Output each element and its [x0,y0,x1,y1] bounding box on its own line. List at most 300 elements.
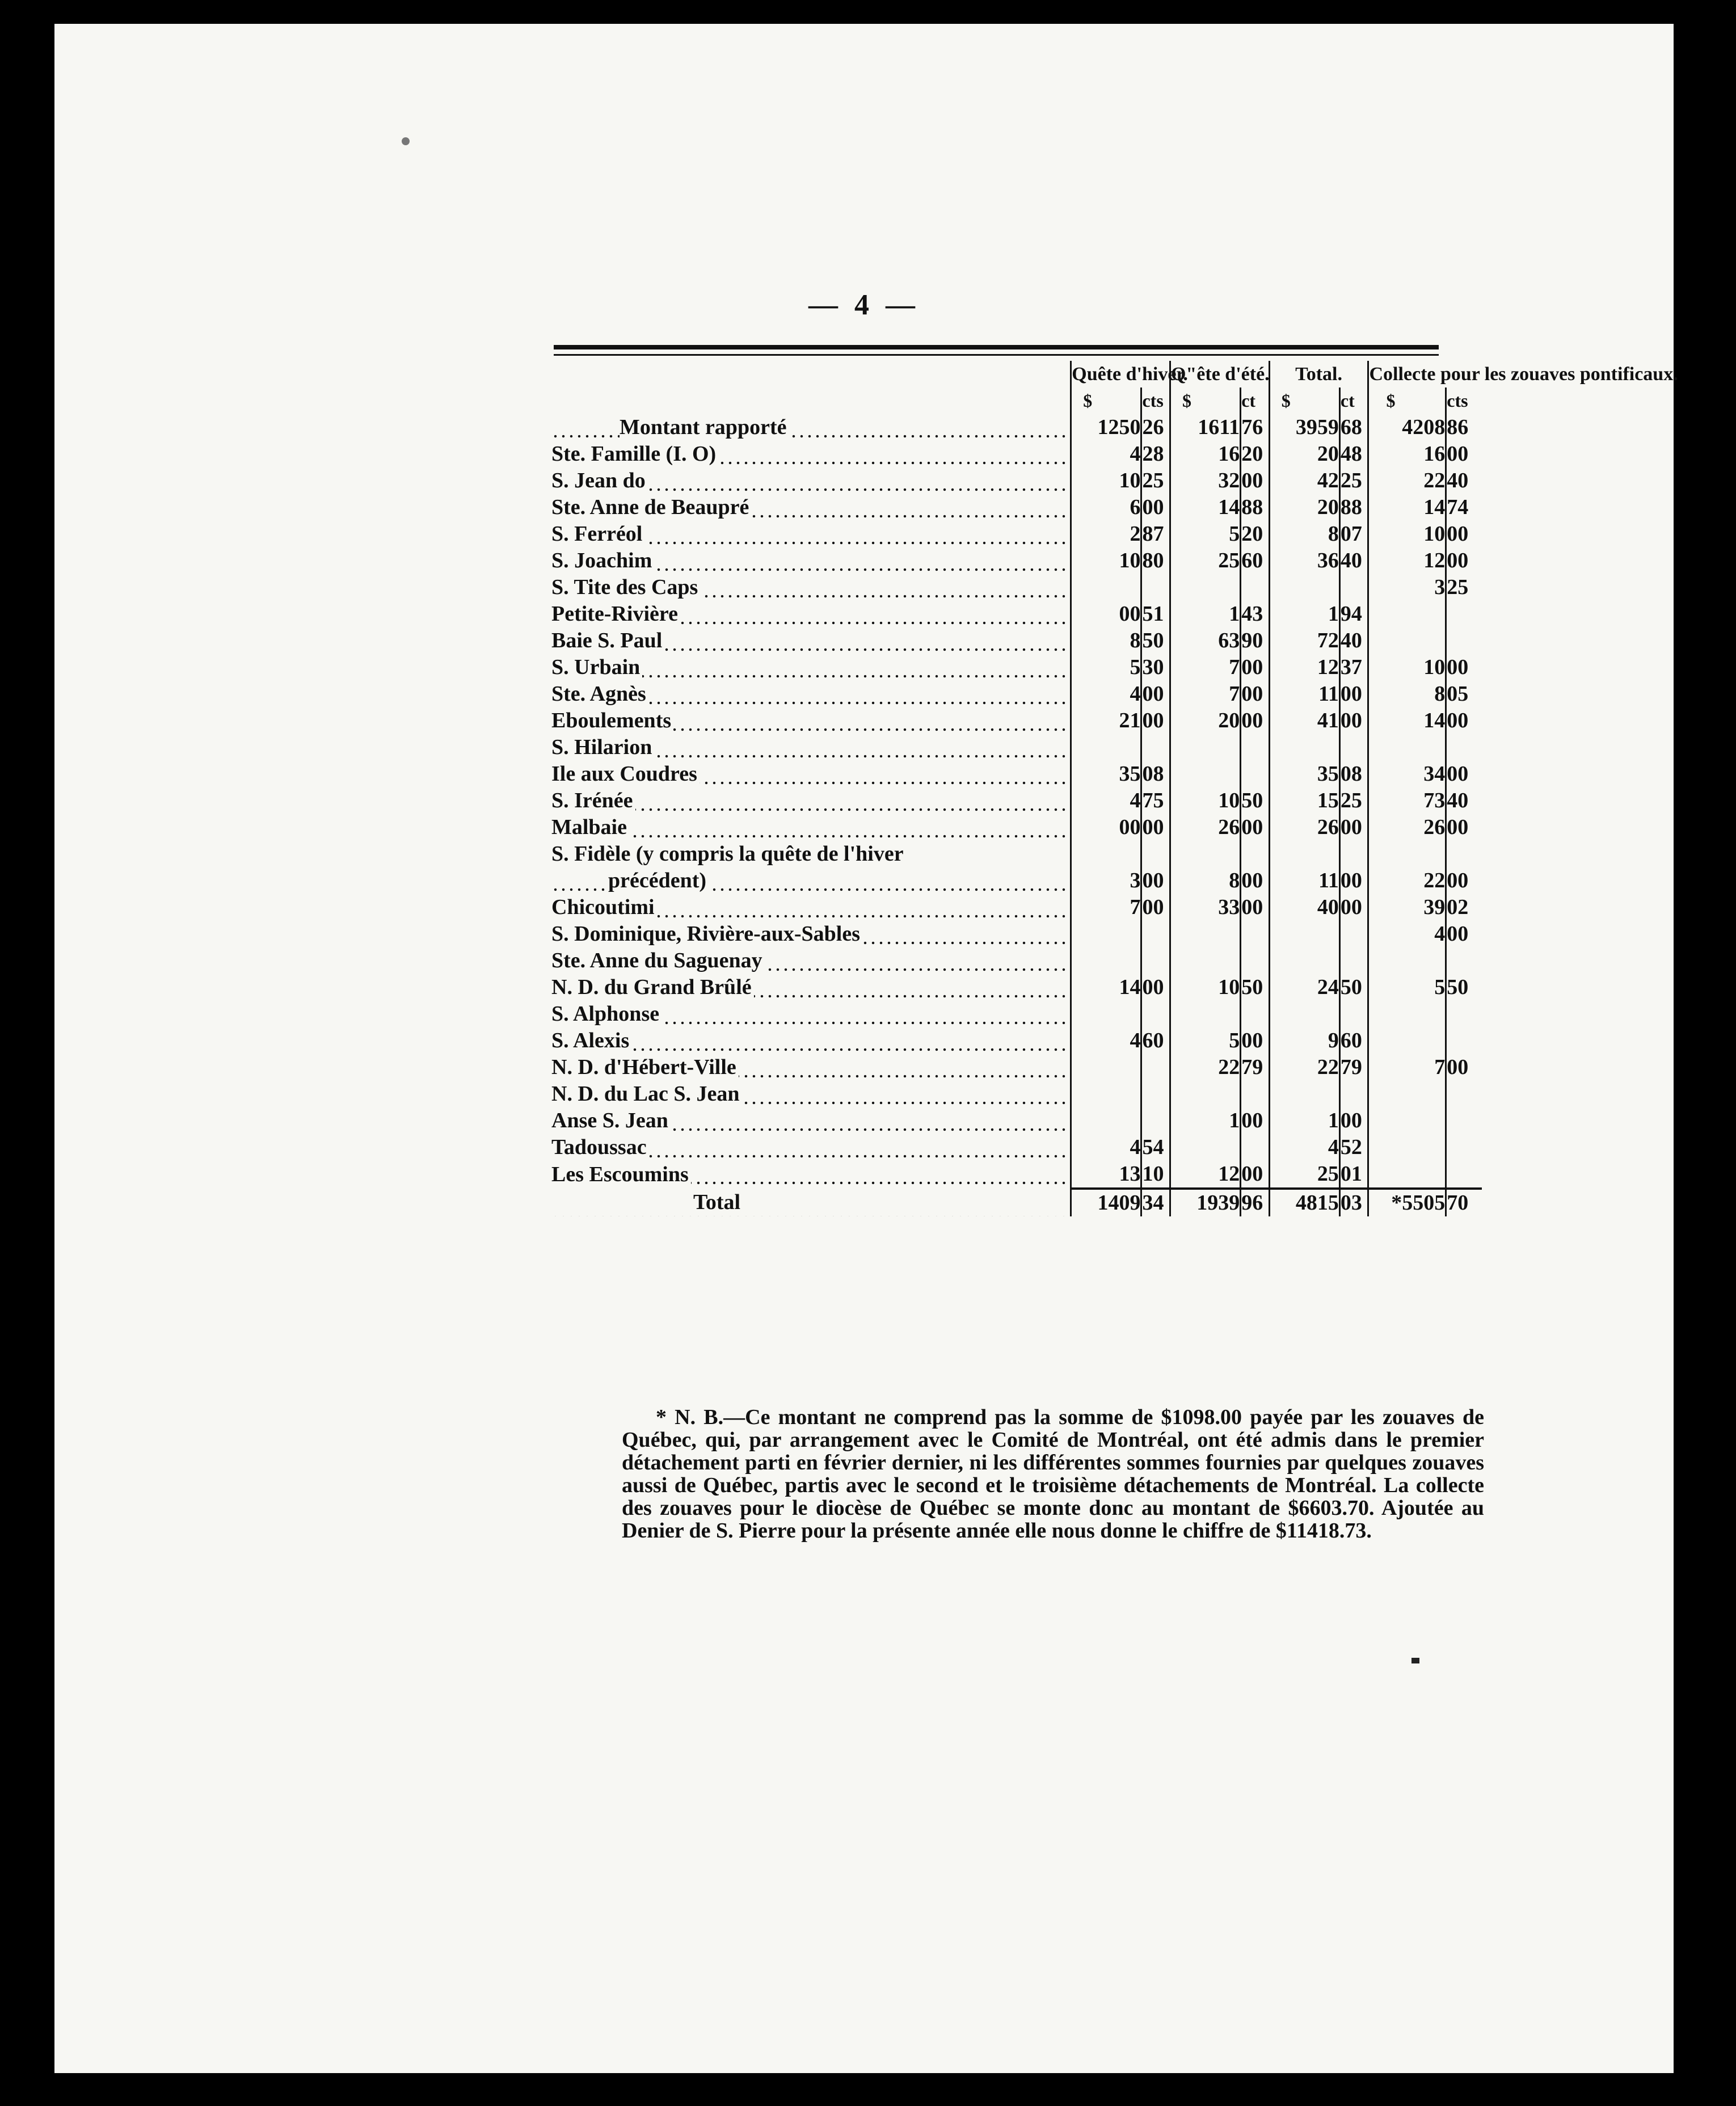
winter-dollars: 14 [1071,974,1141,1001]
table-row [551,547,1482,574]
summer-dollars: 5 [1170,521,1240,547]
total-cents [1339,574,1368,601]
summer-dollars [1170,1001,1240,1027]
total-dollars: 1 [1269,601,1339,627]
table-row [551,414,1482,441]
zouaves-dollars: 34 [1368,761,1446,787]
document-page [54,24,1678,2073]
winter-cents: 00 [1141,681,1170,707]
total-row [551,1189,1482,1216]
top-rule-thin [554,354,1439,356]
total-cents: 25 [1339,787,1368,814]
total-dollars: 42 [1269,467,1339,494]
zouaves-dollars: 4208 [1368,414,1446,441]
total-cents: 60 [1339,1027,1368,1054]
summer-dollars: 1 [1170,1107,1240,1134]
winter-cents [1141,1081,1170,1107]
parish-name: S. Irénée [551,787,1071,814]
parish-name: Malbaie [551,814,1071,841]
table-row [551,761,1482,787]
total-dollars: 41 [1269,707,1339,734]
winter-dollars: 10 [1071,547,1141,574]
summer-dollars: 7 [1170,681,1240,707]
winter-dollars [1071,574,1141,601]
zouaves-dollars: 10 [1368,521,1446,547]
parish-name: S. Joachim [551,547,1071,574]
winter-dollars: 4 [1071,1134,1141,1161]
summer-dollars [1170,841,1240,867]
summer-cents: 00 [1241,681,1270,707]
winter-dollars [1071,1081,1141,1107]
winter-cents: 10 [1141,1161,1170,1189]
zouaves-dollars: 4 [1368,921,1446,947]
zouaves-cents: 00 [1446,814,1482,841]
summer-dollars: 8 [1170,867,1240,894]
parish-name: S. Jean do [551,467,1071,494]
summer-dollars: 16 [1170,441,1240,467]
parish-name: N. D. du Grand Brûlé [551,974,1071,1001]
summer-dollars [1170,921,1240,947]
table-body [551,414,1482,1189]
zouaves-dollars: 22 [1368,867,1446,894]
total-dollars: 4 [1269,1134,1339,1161]
winter-cents: 54 [1141,1134,1170,1161]
winter-cents: 60 [1141,1027,1170,1054]
winter-dollars: 00 [1071,814,1141,841]
summer-cents: 20 [1241,441,1270,467]
summer-cents: 79 [1241,1054,1270,1081]
summer-cents: 76 [1241,414,1270,441]
unit-cents: cts [1141,387,1170,414]
summer-cents [1241,1001,1270,1027]
zouaves-cents: 40 [1446,787,1482,814]
zouaves-cents: 00 [1446,1054,1482,1081]
summer-cents: 00 [1241,1027,1270,1054]
table-row [551,441,1482,467]
zouaves-dollars: 16 [1368,441,1446,467]
total-cents: 52 [1339,1134,1368,1161]
winter-dollars [1071,947,1141,974]
unit-cents: cts [1446,387,1482,414]
total-dollars [1269,734,1339,761]
parish-name: Anse S. Jean [551,1107,1071,1134]
zouaves-cents: 25 [1446,574,1482,601]
zouaves-dollars: 22 [1368,467,1446,494]
winter-dollars [1071,734,1141,761]
zouaves-cents: 00 [1446,654,1482,681]
winter-cents: 26 [1141,414,1170,441]
summer-dollars: 32 [1170,467,1240,494]
summer-cents: 50 [1241,974,1270,1001]
winter-dollars: 8 [1071,627,1141,654]
parish-name: Eboulements [551,707,1071,734]
summer-cents [1241,947,1270,974]
zouaves-cents: 02 [1446,894,1482,921]
winter-dollars [1071,841,1141,867]
total-cents [1339,734,1368,761]
summer-dollars: 25 [1170,547,1240,574]
parish-name: S. Dominique, Rivière-aux-Sables [551,921,1071,947]
winter-cents [1141,1107,1170,1134]
total-cents: 50 [1339,974,1368,1001]
zouaves-cents: 86 [1446,414,1482,441]
total-cents: 37 [1339,654,1368,681]
winter-cents: 25 [1141,467,1170,494]
total-dollars: 3959 [1269,414,1339,441]
summer-dollars [1170,574,1240,601]
total-dollars [1269,841,1339,867]
total-dollars: 15 [1269,787,1339,814]
zouaves-cents: 74 [1446,494,1482,521]
total-cents: 40 [1339,547,1368,574]
parish-name: S. Fidèle (y compris la quête de l'hiver [551,841,1071,867]
table-row [551,1001,1482,1027]
winter-cents: 00 [1141,867,1170,894]
summer-dollars: 10 [1170,787,1240,814]
zouaves-cents [1446,1081,1482,1107]
total-total-cents: 03 [1339,1189,1368,1216]
total-dollars: 22 [1269,1054,1339,1081]
table-row [551,654,1482,681]
total-cents: 08 [1339,761,1368,787]
summer-dollars [1170,1081,1240,1107]
winter-cents: 00 [1141,894,1170,921]
table-row [551,841,1482,867]
unit-cents: ct [1241,387,1270,414]
winter-cents: 08 [1141,761,1170,787]
winter-cents: 75 [1141,787,1170,814]
unit-cents: ct [1339,387,1368,414]
parish-name: Ste. Famille (I. O) [551,441,1071,467]
table-row [551,974,1482,1001]
summer-cents: 50 [1241,787,1270,814]
winter-cents: 00 [1141,707,1170,734]
total-cents: 25 [1339,467,1368,494]
header-zouaves: Collecte pour les zouaves pontificaux. [1368,361,1482,387]
total-dollars: 11 [1269,867,1339,894]
zouaves-cents [1446,841,1482,867]
summer-dollars [1170,1134,1240,1161]
total-cents: 48 [1339,441,1368,467]
summer-cents: 00 [1241,867,1270,894]
parish-name: N. D. d'Hébert-Ville [551,1054,1071,1081]
summer-cents: 90 [1241,627,1270,654]
summer-dollars: 22 [1170,1054,1240,1081]
winter-dollars: 13 [1071,1161,1141,1189]
parish-name: S. Hilarion [551,734,1071,761]
parish-name: Les Escoumins [551,1161,1071,1189]
total-cents: 94 [1339,601,1368,627]
total-cents: 88 [1339,494,1368,521]
summer-dollars [1170,734,1240,761]
total-cents: 00 [1339,707,1368,734]
parish-name: Ste. Agnès [551,681,1071,707]
total-dollars: 25 [1269,1161,1339,1189]
collection-table [551,361,1678,1216]
zouaves-dollars [1368,1134,1446,1161]
zouaves-cents: 00 [1446,867,1482,894]
zouaves-cents: 00 [1446,921,1482,947]
unit-dollar: $ [1368,387,1446,414]
summer-cents: 60 [1241,547,1270,574]
header-summer: Q"ête d'été. [1170,361,1269,387]
total-cents [1339,841,1368,867]
total-dollars: 11 [1269,681,1339,707]
summer-cents: 88 [1241,494,1270,521]
table-row [551,947,1482,974]
zouaves-dollars: 12 [1368,547,1446,574]
total-cents: 00 [1339,894,1368,921]
table-row [551,467,1482,494]
summer-cents [1241,574,1270,601]
summer-dollars: 12 [1170,1161,1240,1189]
zouaves-dollars [1368,1161,1446,1189]
parish-name: Tadoussac [551,1134,1071,1161]
zouaves-dollars [1368,841,1446,867]
total-cents [1339,1001,1368,1027]
page-number: — 4 — [808,289,920,321]
zouaves-dollars: 3 [1368,574,1446,601]
total-dollars: 12 [1269,654,1339,681]
total-cents: 00 [1339,1107,1368,1134]
zouaves-cents: 00 [1446,441,1482,467]
table-row [551,1027,1482,1054]
summer-dollars: 14 [1170,494,1240,521]
winter-dollars: 5 [1071,654,1141,681]
summer-cents: 20 [1241,521,1270,547]
ink-speck [1411,1658,1419,1663]
unit-spacer [551,387,1071,414]
table-row [551,521,1482,547]
zouaves-cents [1446,1107,1482,1134]
zouaves-dollars: 7 [1368,1054,1446,1081]
total-cents: 07 [1339,521,1368,547]
total-zouaves-cents: 70 [1446,1189,1482,1216]
zouaves-dollars [1368,1081,1446,1107]
zouaves-cents: 00 [1446,761,1482,787]
total-zouaves-dollars: *5505 [1368,1189,1446,1216]
winter-cents [1141,947,1170,974]
total-dollars: 9 [1269,1027,1339,1054]
total-dollars: 35 [1269,761,1339,787]
zouaves-cents [1446,947,1482,974]
total-dollars: 8 [1269,521,1339,547]
zouaves-dollars: 26 [1368,814,1446,841]
footnote-text: * N. B.—Ce montant ne comprend pas la somme de $1098.00 payée par les zouaves de Québec, qui, par arrangement avec le Comité de Montréal, ont été admis dans le premier détachement parti en février dernier, ni les différentes sommes fournies par quelques zouaves aussi de Québec, partis avec le second et le troisième détachements de Montréal. La collecte des zouaves pour le diocèse de Québec se monte donc au montant de $6603.70. Ajoutée au Denier de S. Pierre pour la présente année elle nous donne le chiffre de $11418.73. [622,1405,1484,1543]
summer-dollars: 1611 [1170,414,1240,441]
zouaves-dollars: 14 [1368,494,1446,521]
zouaves-cents [1446,601,1482,627]
winter-cents: 00 [1141,814,1170,841]
summer-dollars: 10 [1170,974,1240,1001]
summer-cents: 00 [1241,467,1270,494]
parish-name: S. Alexis [551,1027,1071,1054]
total-dollars: 1 [1269,1107,1339,1134]
winter-cents: 87 [1141,521,1170,547]
winter-cents [1141,921,1170,947]
winter-cents: 51 [1141,601,1170,627]
winter-dollars: 2 [1071,521,1141,547]
winter-dollars: 6 [1071,494,1141,521]
table-row [551,601,1482,627]
winter-cents: 30 [1141,654,1170,681]
total-cents: 68 [1339,414,1368,441]
summer-dollars [1170,761,1240,787]
winter-dollars [1071,1001,1141,1027]
winter-dollars: 21 [1071,707,1141,734]
winter-dollars: 3 [1071,867,1141,894]
table-row [551,707,1482,734]
parish-name: S. Urbain [551,654,1071,681]
total-cents: 00 [1339,814,1368,841]
zouaves-dollars [1368,601,1446,627]
total-dollars [1269,921,1339,947]
summer-dollars: 1 [1170,601,1240,627]
summer-cents: 00 [1241,894,1270,921]
parish-name: S. Alphonse [551,1001,1071,1027]
zouaves-dollars [1368,1027,1446,1054]
parish-name: S. Tite des Caps [551,574,1071,601]
table-row [551,814,1482,841]
parish-name: N. D. du Lac S. Jean [551,1081,1071,1107]
table-row [551,1161,1482,1189]
winter-dollars: 35 [1071,761,1141,787]
parish-name: précédent) [551,867,1071,894]
total-dollars: 24 [1269,974,1339,1001]
top-rule [554,345,1439,349]
parish-name: Ste. Anne de Beaupré [551,494,1071,521]
winter-cents: 00 [1141,974,1170,1001]
total-dollars [1269,1001,1339,1027]
table-row [551,787,1482,814]
total-dollars: 20 [1269,441,1339,467]
zouaves-dollars: 39 [1368,894,1446,921]
total-winter-dollars: 1409 [1071,1189,1141,1216]
zouaves-cents [1446,734,1482,761]
winter-dollars: 7 [1071,894,1141,921]
winter-cents [1141,841,1170,867]
table-row [551,1081,1482,1107]
total-winter-cents: 34 [1141,1189,1170,1216]
table-row [551,894,1482,921]
zouaves-dollars [1368,1107,1446,1134]
unit-dollar: $ [1071,387,1141,414]
ink-speck [402,137,410,145]
total-cents: 40 [1339,627,1368,654]
table-row [551,1107,1482,1134]
table-row [551,494,1482,521]
winter-cents [1141,1001,1170,1027]
total-cents: 00 [1339,681,1368,707]
zouaves-dollars [1368,1001,1446,1027]
unit-dollar: $ [1269,387,1339,414]
zouaves-dollars: 10 [1368,654,1446,681]
table-row [551,1134,1482,1161]
winter-dollars [1071,1054,1141,1081]
zouaves-dollars: 73 [1368,787,1446,814]
table-row [551,681,1482,707]
table-row [551,627,1482,654]
summer-cents: 43 [1241,601,1270,627]
zouaves-dollars [1368,734,1446,761]
winter-cents [1141,1054,1170,1081]
winter-dollars: 4 [1071,441,1141,467]
summer-cents [1241,734,1270,761]
total-dollars [1269,1081,1339,1107]
zouaves-dollars [1368,627,1446,654]
header-total: Total. [1269,361,1368,387]
summer-cents: 00 [1241,1161,1270,1189]
summer-cents: 00 [1241,1107,1270,1134]
table-row [551,574,1482,601]
total-dollars [1269,574,1339,601]
total-total-dollars: 4815 [1269,1189,1339,1216]
winter-dollars: 4 [1071,1027,1141,1054]
footnote [622,1406,1484,1542]
total-dollars: 40 [1269,894,1339,921]
summer-dollars [1170,947,1240,974]
zouaves-cents [1446,627,1482,654]
total-dollars: 26 [1269,814,1339,841]
winter-dollars [1071,1107,1141,1134]
zouaves-cents [1446,1134,1482,1161]
zouaves-cents: 50 [1446,974,1482,1001]
parish-name: Ile aux Coudres [551,761,1071,787]
winter-cents: 00 [1141,494,1170,521]
total-cents: 00 [1339,867,1368,894]
zouaves-cents [1446,1001,1482,1027]
total-dollars: 36 [1269,547,1339,574]
zouaves-cents: 05 [1446,681,1482,707]
summer-cents [1241,761,1270,787]
table-row [551,734,1482,761]
zouaves-dollars: 14 [1368,707,1446,734]
winter-dollars: 4 [1071,787,1141,814]
total-dollars [1269,947,1339,974]
zouaves-cents [1446,1161,1482,1189]
winter-dollars: 4 [1071,681,1141,707]
winter-cents: 50 [1141,627,1170,654]
total-cents: 79 [1339,1054,1368,1081]
total-dollars: 72 [1269,627,1339,654]
summer-dollars: 33 [1170,894,1240,921]
winter-dollars: 10 [1071,467,1141,494]
winter-dollars: 00 [1071,601,1141,627]
winter-cents [1141,734,1170,761]
total-label: Total [551,1189,1071,1216]
zouaves-cents: 40 [1446,467,1482,494]
parish-name: Chicoutimi [551,894,1071,921]
unit-dollar: $ [1170,387,1240,414]
zouaves-dollars: 5 [1368,974,1446,1001]
parish-name: Petite-Rivière [551,601,1071,627]
zouaves-cents: 00 [1446,547,1482,574]
zouaves-dollars [1368,947,1446,974]
summer-cents [1241,841,1270,867]
winter-dollars: 1250 [1071,414,1141,441]
winter-cents: 80 [1141,547,1170,574]
summer-dollars: 63 [1170,627,1240,654]
winter-cents: 28 [1141,441,1170,467]
zouaves-dollars: 8 [1368,681,1446,707]
summer-cents [1241,1081,1270,1107]
total-dollars: 20 [1269,494,1339,521]
total-cents [1339,1081,1368,1107]
summer-cents [1241,1134,1270,1161]
total-cents: 01 [1339,1161,1368,1189]
summer-cents: 00 [1241,707,1270,734]
summer-dollars: 26 [1170,814,1240,841]
